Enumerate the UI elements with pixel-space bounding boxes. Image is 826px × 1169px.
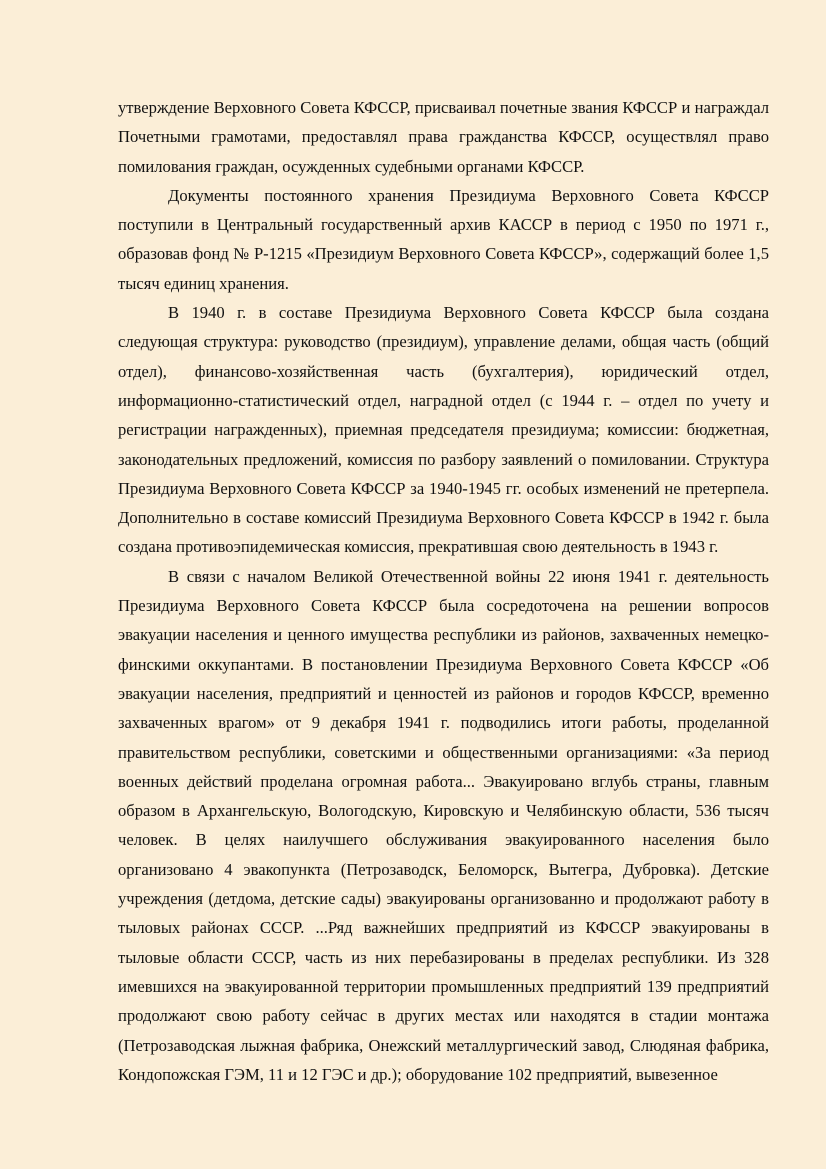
paragraph-presidium-structure: В 1940 г. в составе Президиума Верховного Совета КФССР была создана следующая структура: руководство (президиум), управление делами, общая часть (общий отдел), финансово-хозяйственная часть (бухгалтерия), юридический отдел, информационно-статистический отдел, наградной отдел (с 1944 г. – отдел по учету и регистрации награжденных), приемная председателя президиума; комиссии: бюджетная, законодательных предложений, комиссия по разбору заявлений о помиловании. Структура Президиума Верховного Совета КФССР за 1940-1945 гг. особых изменений не претерпела. Дополнительно в составе комиссий Президиума Верховного Совета КФССР в 1942 г. была создана противоэпидемическая комиссия, прекратившая свою деятельность в 1943 г. <box>118 303 769 557</box>
paragraph-war-evacuation: В связи с началом Великой Отечественной войны 22 июня 1941 г. деятельность Президиума Верховного Совета КФССР была сосредоточена на решении вопросов эвакуации населения и ценного имущества республики из районов, захваченных немецко-финскими оккупантами. В постановлении Президиума Верховного Совета КФССР «Об эвакуации населения, предприятий и ценностей из районов и городов КФССР, временно захваченных врагом» от 9 декабря 1941 г. подводились итоги работы, проделанной правительством республики, советскими и общественными организациями: «За период военных действий проделана огромная работа... Эвакуировано вглубь страны, главным образом в Архангельскую, Вологодскую, Кировскую и Челябинскую области, 536 тысяч человек. В целях наилучшего обслуживания эвакуированного населения было организовано 4 эвакопункта (Петрозаводск, Беломорск, Вытегра, Дубровка). Детские учреждения (детдома, детские сады) эвакуированы организованно и продолжают работу в тыловых районах СССР. ...Ряд важнейших предприятий из КФССР эвакуированы в тыловые области СССР, часть из них перебазированы в пределах республики. Из 328 имевшихся на эвакуированной территории промышленных предприятий 139 предприятий продолжают свою работу сейчас в других местах или находятся в стадии монтажа (Петрозаводская лыжная фабрика, Онежский металлургический завод, Слюдяная фабрика, Кондопожская ГЭМ, 11 и 12 ГЭС и др.); оборудование 102 предприятий, вывезенное <box>118 566 769 1084</box>
paragraph-archive-documents: Документы постоянного хранения Президиума Верховного Совета КФССР поступили в Центральный государственный архив КАССР в период с 1950 по 1971 г., образовав фонд № Р-1215 «Президиум Верховного Совета КФССР», содержащий более 1,5 тысяч единиц хранения. <box>118 185 769 293</box>
paragraph-continuation: утверждение Верховного Совета КФССР, присваивал почетные звания КФССР и награждал Почетными грамотами, предоставлял права гражданства КФССР, осуществлял право помилования граждан, осужденных судебными органами КФССР. <box>118 98 769 176</box>
